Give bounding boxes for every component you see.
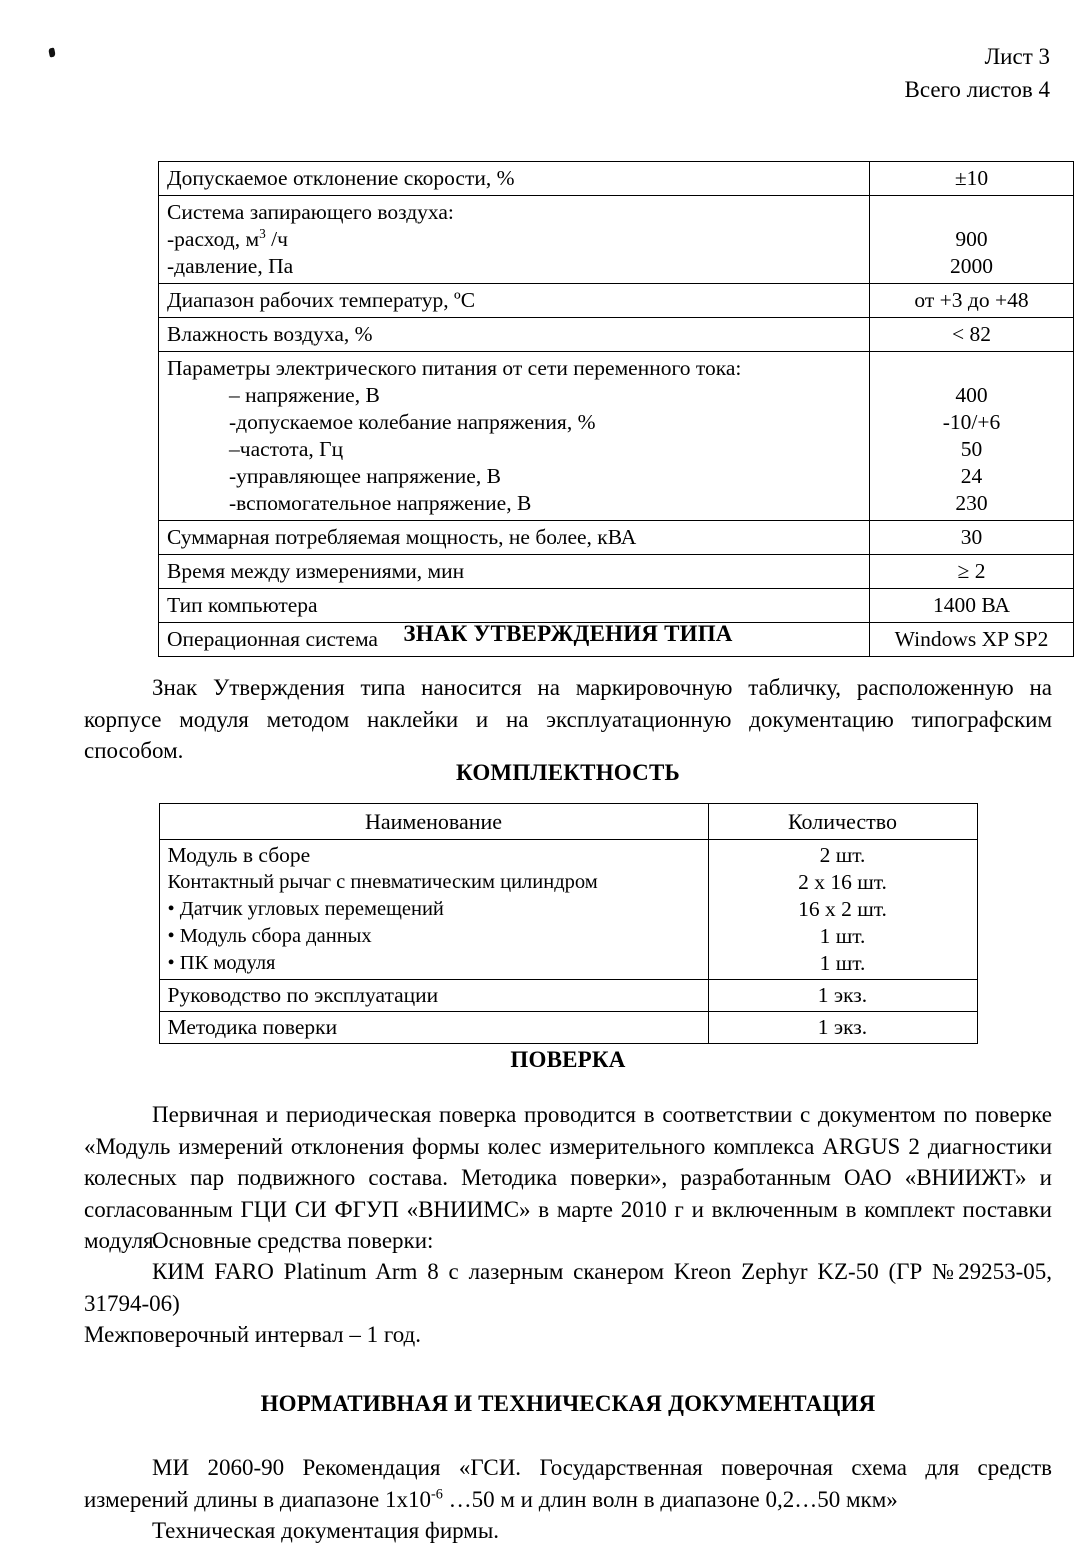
spec-label: Тип компьютера xyxy=(159,589,870,623)
paragraph-technical-docs: Техническая документация фирмы. xyxy=(152,1518,500,1543)
normative-text-tail: …50 м и длин волн в диапазоне 0,2…50 мкм» xyxy=(442,1486,898,1512)
heading-verification: ПОВЕРКА xyxy=(510,1047,626,1072)
kit-item-qty: 2 шт. xyxy=(819,843,866,867)
heading-type-approval: ЗНАК УТВЕРЖДЕНИЯ ТИПА xyxy=(403,621,733,646)
spec-label: Суммарная потребляемая мощность, не более, кВА xyxy=(159,521,870,555)
spec-value: ≥ 2 xyxy=(870,555,1074,589)
kit-item-name: • ПК модуля xyxy=(167,952,276,974)
table-row xyxy=(159,980,977,1012)
spacer-line xyxy=(874,355,1069,382)
paragraph-normative xyxy=(84,1452,1052,1515)
spec-label: Допускаемое отклонение скорости, % xyxy=(159,162,870,196)
ink-speck-artifact xyxy=(48,47,56,57)
spec-value-air-system xyxy=(870,196,1074,284)
heading-completeness: КОМПЛЕКТНОСТЬ xyxy=(456,760,680,785)
heading-normative-docs: НОРМАТИВНАЯ И ТЕХНИЧЕСКАЯ ДОКУМЕНТАЦИЯ xyxy=(260,1391,876,1416)
table-row-group xyxy=(159,840,977,980)
table-header-row xyxy=(159,804,977,840)
kit-item-qty: 1 шт. xyxy=(819,924,866,948)
table-row xyxy=(159,284,1074,318)
spec-value: ±10 xyxy=(870,162,1074,196)
kit-item-qty: 1 экз. xyxy=(708,1012,977,1044)
spec-value-line: 2000 xyxy=(950,254,993,278)
kit-item-qty-group xyxy=(708,840,977,980)
spec-label: Время между измерениями, мин xyxy=(159,555,870,589)
kit-item-qty: 2 х 16 шт. xyxy=(798,870,887,894)
paragraph-verification: Первичная и периодическая поверка проводится в соответствии с документом по поверке «Модуль измерений отклонения формы колес измерительного комплекса ARGUS 2 диагностики колесных пар подвижного состава. Методика поверки», разработанным ОАО «ВНИИЖТ» и согласованным ГЦИ СИ ФГУП «ВНИИМС» в марте 2010 г и включенным в комплект поставки модуля. xyxy=(84,1102,1052,1253)
table-row xyxy=(159,352,1074,521)
spec-label-line: -давление, Па xyxy=(167,254,294,278)
spec-label-line: -допускаемое колебание напряжения, % xyxy=(229,410,596,434)
normative-exponent: -6 xyxy=(430,1485,443,1502)
line-verification-interval: Межповерочный интервал – 1 год. xyxy=(84,1322,422,1347)
spec-label-line: -управляющее напряжение, В xyxy=(229,464,501,488)
spec-label-line: Параметры электрического питания от сети переменного тока: xyxy=(167,356,742,380)
spec-value-line: 50 xyxy=(960,437,983,461)
spec-value: 1400 ВА xyxy=(870,589,1074,623)
page-header xyxy=(904,40,1050,106)
kit-item-qty: 1 шт. xyxy=(819,951,866,975)
specifications-table xyxy=(158,161,1074,657)
spec-label-line: -расход, $м^3$ /ч xyxy=(167,225,288,251)
spec-value-line: 900 xyxy=(955,227,988,251)
spec-value: Windows XP SP2 xyxy=(870,623,1074,657)
spec-value: < 82 xyxy=(870,318,1074,352)
table-row xyxy=(159,521,1074,555)
completeness-table-wrap xyxy=(84,803,1052,1044)
sheet-number: Лист 3 xyxy=(984,44,1050,69)
table-row xyxy=(159,589,1074,623)
spec-value: от +3 до +48 xyxy=(870,284,1074,318)
line-verification-kim: КИМ FARO Platinum Arm 8 с лазерным сканером Kreon Zephyr KZ-50 (ГР №29253-05, 31794-06) xyxy=(84,1259,1052,1316)
kit-item-name: Модуль в сборе xyxy=(167,843,311,867)
spec-label-line: -вспомогательное напряжение, В xyxy=(229,491,532,515)
table-row xyxy=(159,555,1074,589)
column-header-name: Наименование xyxy=(159,804,708,840)
spec-value-line: 230 xyxy=(955,491,988,515)
normative-text-a: МИ 2060-90 Рекомендация «ГСИ. Государственная поверочная схема для средств измерений длины в диапазоне 1х10 xyxy=(84,1455,1052,1512)
total-sheets: Всего листов 4 xyxy=(904,77,1050,102)
completeness-table xyxy=(159,803,978,1044)
spec-label-line: – напряжение, В xyxy=(229,383,380,407)
spec-label-power xyxy=(159,352,870,521)
spec-value: 30 xyxy=(870,521,1074,555)
column-header-qty: Количество xyxy=(708,804,977,840)
spec-value-line: -10/+6 xyxy=(942,410,1001,434)
spec-label: Операционная система xyxy=(159,623,870,657)
spec-value-line: 24 xyxy=(960,464,983,488)
spec-label-line: Система запирающего воздуха: xyxy=(167,200,454,224)
spacer-line xyxy=(874,199,1069,226)
spec-label: Влажность воздуха, % xyxy=(159,318,870,352)
table-row xyxy=(159,196,1074,284)
spec-value-power xyxy=(870,352,1074,521)
kit-item-name: Методика поверки xyxy=(159,1012,708,1044)
spec-value-line: 400 xyxy=(955,383,988,407)
kit-item-name: Контактный рычаг с пневматическим цилиндром xyxy=(167,871,598,893)
spec-label-air-system xyxy=(159,196,870,284)
kit-item-qty: 1 экз. xyxy=(708,980,977,1012)
kit-item-names-group xyxy=(159,840,708,980)
table-row xyxy=(159,318,1074,352)
kit-item-name: • Модуль сбора данных xyxy=(167,925,372,947)
spec-label: Диапазон рабочих температур, ºС xyxy=(159,284,870,318)
table-row xyxy=(159,162,1074,196)
line-verification-means: Основные средства поверки: xyxy=(152,1228,434,1253)
kit-item-qty: 16 х 2 шт. xyxy=(798,897,887,921)
kit-item-name: Руководство по эксплуатации xyxy=(159,980,708,1012)
table-row xyxy=(159,1012,977,1044)
paragraph-type-approval: Знак Утверждения типа наносится на маркировочную табличку, расположенную на корпусе модуля методом наклейки и на эксплуатационную документацию типографским способом. xyxy=(84,675,1052,763)
spec-label-line: –частота, Гц xyxy=(229,437,344,461)
kit-item-name: • Датчик угловых перемещений xyxy=(167,898,444,920)
